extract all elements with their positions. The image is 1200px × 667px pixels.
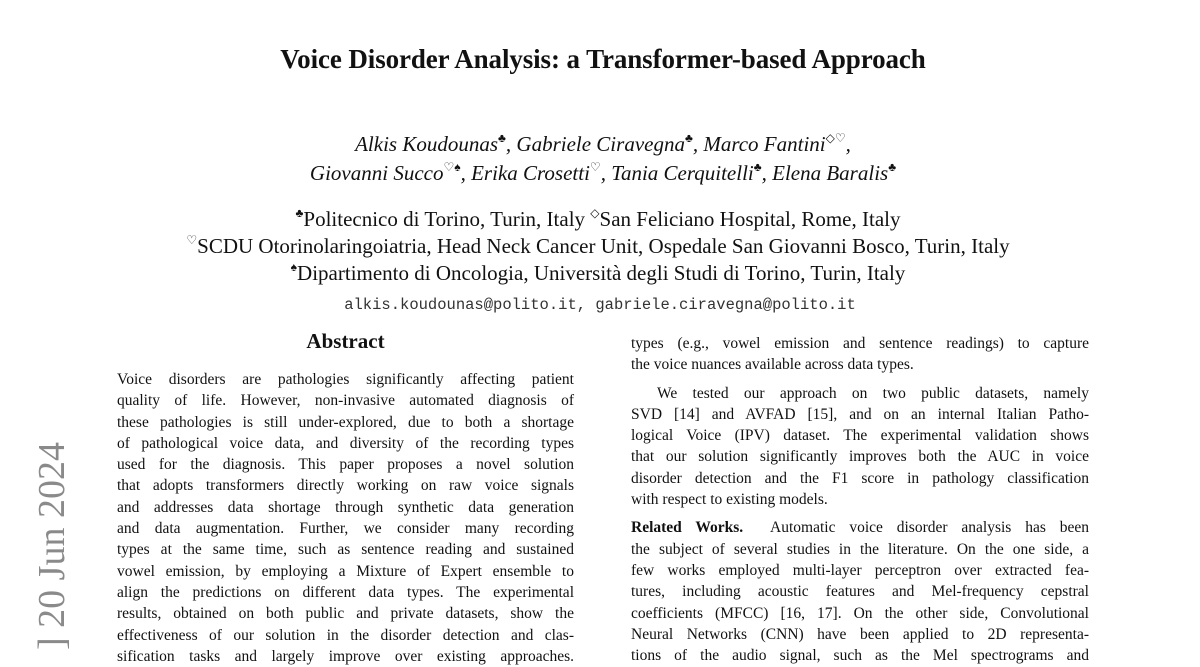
author-name: Alkis Koudounas	[355, 132, 499, 156]
paragraph-gap	[631, 376, 1089, 383]
right-column	[631, 333, 1089, 666]
affiliation-mark: ◇	[590, 206, 600, 220]
text-line: tures, including acoustic features and Mel-frequency cepstral	[631, 583, 1089, 601]
paragraph-1	[631, 333, 1089, 376]
affiliation-line-3	[0, 260, 1196, 287]
section-heading-related-works: Related Works.	[631, 519, 744, 537]
author-name: Marco Fantini	[703, 132, 826, 156]
affiliation-mark: ♡♠	[443, 160, 461, 174]
author-name: Elena Baralis	[772, 161, 889, 185]
paragraph-2	[631, 383, 1089, 511]
abstract-column	[117, 328, 574, 667]
text-line: tions of the audio signal, such as the Mel spectrograms and	[631, 647, 1089, 665]
arxiv-stamp	[24, 415, 84, 655]
text-line: that our solution significantly improves both the AUC in voice	[631, 448, 1089, 466]
author-name: Giovanni Succo	[309, 161, 444, 185]
author-list	[0, 130, 1200, 188]
text-line: and data augmentation. Further, we consider many recording	[117, 520, 574, 538]
affiliation: San Feliciano Hospital, Rome, Italy	[599, 207, 901, 231]
text-span: Automatic voice disorder analysis has been	[770, 519, 1089, 537]
text-line: align the predictions on different data types. The experimental	[117, 583, 574, 601]
affiliation-mark: ♣	[684, 131, 693, 145]
affiliation-mark: ♣	[753, 160, 762, 174]
text-line: vowel emission, by employing a Mixture of Expert ensemble to	[117, 562, 574, 580]
paragraph-3	[631, 517, 1089, 666]
text-line: results, obtained on both public and private datasets, show the	[117, 605, 574, 623]
text-line: the subject of several studies in the literature. On the one side, a	[631, 540, 1089, 558]
text-line: and addresses data shortage through synthetic data generation	[117, 498, 574, 516]
text-line: SVD [14] and AVFAD [15], and on an internal Italian Patho-	[631, 405, 1089, 423]
text-line	[631, 517, 1089, 538]
text-line: of pathological voice data, and diversity of the recording types	[117, 434, 574, 452]
text-line: the voice nuances available across data types.	[631, 356, 914, 374]
affiliation-mark: ♡	[589, 160, 601, 174]
paper-title: Voice Disorder Analysis: a Transformer-based Approach	[280, 44, 926, 74]
text-line: types (e.g., vowel emission and sentence readings) to capture	[631, 335, 1089, 352]
text-line: We tested our approach on two public datasets, namely	[657, 384, 1089, 402]
affiliation-line-1	[0, 206, 1196, 233]
author-emails: alkis.koudounas@polito.it, gabriele.ciravegna@polito.it	[344, 296, 856, 314]
text-line: coefficients (MFCC) [16, 17]. On the other side, Convolutional	[631, 604, 1089, 622]
text-line: these pathologies is still under-explored, due to both a shortage	[117, 413, 574, 431]
author-line-2: Giovanni Succo♡♠, Erika Crosetti♡, Tania Cerquitelli♣, Elena Baralis♣	[309, 160, 897, 185]
text-line: quality of life. However, non-invasive automated diagnosis of	[117, 392, 574, 410]
affiliation-mark: ♡	[186, 233, 198, 247]
paragraph-gap	[631, 510, 1089, 517]
author-name: Tania Cerquitelli	[611, 161, 754, 185]
author-line-1: Alkis Koudounas♣, Gabriele Ciravegna♣, Marco Fantini◇♡,	[355, 131, 851, 156]
text-line: few works employed multi-layer perceptron over extracted fea-	[631, 561, 1089, 579]
text-line: sification tasks and largely improve over existing approaches.	[117, 647, 574, 665]
text-line: that adopts transformers directly working on raw voice signals	[117, 477, 574, 495]
text-line: logical Voice (IPV) dataset. The experimental validation shows	[631, 427, 1089, 445]
author-name: Gabriele Ciravegna	[516, 132, 685, 156]
text-line: types at the same time, such as sentence reading and sustained	[117, 541, 574, 559]
affiliation: Dipartimento di Oncologia, Università degli Studi di Torino, Turin, Italy	[297, 261, 906, 285]
text-line: effectiveness of our solution in the disorder detection and clas-	[117, 626, 574, 644]
affiliation-list	[0, 206, 1196, 287]
affiliation-mark: ♣	[498, 131, 506, 145]
text-line: Voice disorders are pathologies significantly affecting patient	[117, 371, 574, 388]
abstract-heading: Abstract	[306, 329, 385, 353]
affiliation: SCDU Otorinolaringoiatria, Head Neck Cancer Unit, Ospedale San Giovanni Bosco, Turin, Italy	[197, 234, 1010, 258]
text-line: with respect to existing models.	[631, 491, 828, 509]
author-name: Erika Crosetti	[471, 161, 590, 185]
affiliation-mark: ♠	[290, 260, 298, 274]
text-line: used for the diagnosis. This paper proposes a novel solution	[117, 456, 574, 474]
text-line: disorder detection and the F1 score in pathology classification	[631, 469, 1089, 487]
affiliation-mark: ♣	[295, 206, 304, 220]
abstract-body	[117, 369, 574, 667]
affiliation-mark: ♣	[888, 160, 897, 174]
text-line: Neural Networks (CNN) have been applied to 2D representa-	[631, 625, 1089, 643]
arxiv-stamp-text: ] 20 Jun 2024	[31, 442, 73, 650]
affiliation-mark: ◇♡	[825, 131, 846, 145]
affiliation: Politecnico di Torino, Turin, Italy	[303, 207, 586, 231]
affiliation-line-2	[0, 233, 1196, 260]
